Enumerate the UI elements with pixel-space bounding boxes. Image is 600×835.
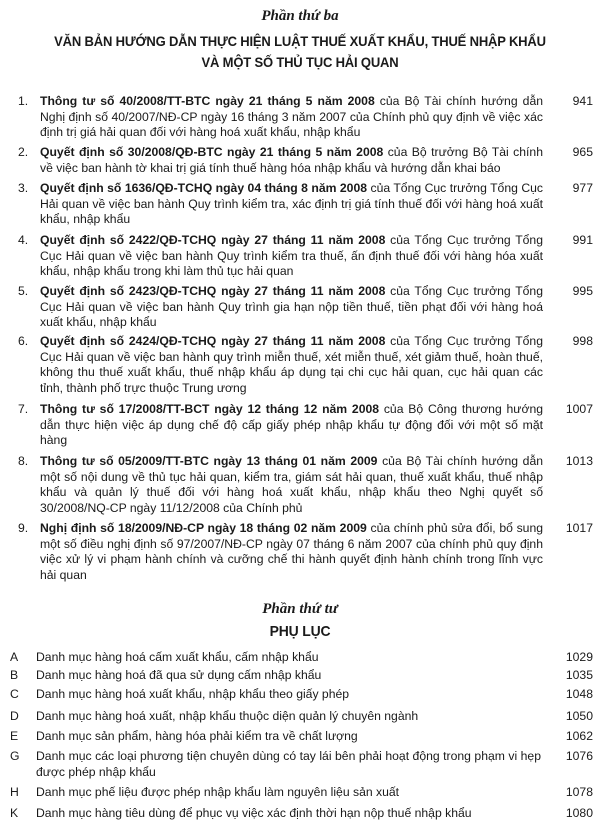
appendix-letter: K [10, 806, 19, 820]
entry-page: 991 [572, 233, 593, 247]
entry-description: của Bộ Tài chính hướng dẫn Nghị định số 40/2007/NĐ-CP ngày 16 tháng 3 năm 2007 của Chính phủ quy định về việc xác định trị giá hải quan đối với hàng hoá xuất khẩu, nhập khẩu [40, 94, 543, 140]
appendix-text: Danh mục các loại phương tiện chuyên dùng có tay lái bên phải hoạt động trong phạm vi hẹp được phép nhập khẩu [36, 749, 541, 779]
entry-title: Quyết định số 2422/QĐ-TCHQ ngày 27 tháng 11 năm 2008 [40, 233, 386, 247]
appendix-page: 1048 [565, 687, 593, 701]
appendix-page: 1029 [565, 650, 593, 664]
toc-entry-5 [10, 284, 595, 331]
entry-number: 8. [18, 454, 29, 468]
appendix-letter: A [10, 650, 19, 664]
appendix-entry-b [10, 668, 595, 684]
toc-entry-4 [10, 233, 595, 280]
entry-page: 1017 [565, 521, 593, 535]
appendix-text: Danh mục hàng hoá đã qua sử dụng cấm nhập khẩu [36, 668, 322, 682]
entry-page: 941 [572, 94, 593, 108]
entry-description: của Tổng Cục trưởng Tổng Cục Hải quan về việc ban hành Quy trình kiểm tra thuế, ấn định thuế đối với hàng hóa xuất khẩu, nhập khẩu trong khi làm thủ tục hải quan [40, 233, 543, 279]
appendix-entry-g [10, 749, 595, 780]
appendix-entry-k [10, 806, 595, 822]
toc-entry-9 [10, 521, 595, 583]
toc-entry-3 [10, 181, 595, 228]
entry-title: Thông tư số 40/2008/TT-BTC ngày 21 tháng 5 năm 2008 [40, 94, 375, 108]
entry-text [40, 521, 543, 583]
appendix-text: Danh mục sản phẩm, hàng hóa phải kiểm tra về chất lượng [36, 729, 358, 743]
entry-description: của Bộ Tài chính hướng dẫn một số nội dung về thủ tục hải quan, kiểm tra, giám sát hải quan, thuế xuất khẩu, thuế nhập khẩu và quản lý thuế đối với hàng hoá xuất khẩu, nhập khẩu theo Nghị quyết số 30/2008/NQ-CP ngày 11/12/2008 của Chính phủ [40, 454, 544, 515]
entry-text [40, 233, 543, 280]
entry-number: 7. [18, 402, 29, 416]
appendix-text: Danh mục hàng hoá cấm xuất khẩu, cấm nhập khẩu [36, 650, 319, 664]
entry-page: 965 [572, 145, 593, 159]
appendix-letter: C [10, 687, 19, 701]
part-three-title-line1: VĂN BẢN HƯỚNG DẪN THỰC HIỆN LUẬT THUẾ XUẤT KHẨU, THUẾ NHẬP KHẨU [54, 33, 546, 49]
entry-number: 5. [18, 284, 29, 298]
entry-text [40, 334, 543, 396]
entry-title: Quyết định số 2424/QĐ-TCHQ ngày 27 tháng 11 năm 2008 [40, 334, 386, 348]
entry-description: của Tổng Cục trưởng Tổng Cục Hải quan về việc ban hành Quy trình gia hạn nộp tiền thuế, tiền phạt đối với hàng hoá xuất khẩu, nhập khẩu [40, 284, 543, 330]
entry-number: 3. [18, 181, 29, 195]
part-four-label: Phần thứ tư [262, 601, 338, 617]
appendix-letter: E [10, 729, 19, 743]
appendix-entry-a [10, 650, 595, 666]
appendix-page: 1035 [565, 668, 593, 682]
appendix-entry-c [10, 687, 595, 703]
entry-text [40, 181, 543, 228]
entry-number: 1. [18, 94, 29, 108]
appendix-page: 1078 [565, 785, 593, 799]
part-three-title-line2: VÀ MỘT SỐ THỦ TỤC HẢI QUAN [201, 54, 399, 70]
toc-entry-8 [10, 454, 595, 516]
appendix-page: 1050 [565, 709, 593, 723]
entry-text [40, 454, 543, 516]
appendix-text: Danh mục phế liệu được phép nhập khẩu làm nguyên liệu sản xuất [36, 785, 400, 799]
entry-page: 995 [572, 284, 593, 298]
appendix-letter: B [10, 668, 19, 682]
appendix-entry-e [10, 729, 595, 745]
entry-number: 2. [18, 145, 29, 159]
entry-text [40, 402, 543, 449]
appendix-entry-d [10, 709, 595, 725]
toc-entry-7 [10, 402, 595, 449]
appendix-page: 1062 [565, 729, 593, 743]
appendix-letter: D [10, 709, 19, 723]
appendix-letter: G [10, 749, 20, 763]
entry-title: Quyết định số 2423/QĐ-TCHQ ngày 27 tháng 11 năm 2008 [40, 284, 386, 298]
entry-description: của chính phủ sửa đổi, bổ sung một số điều nghị định số 97/2007/NĐ-CP ngày 07 tháng 6 năm 2007 của chính phủ quy định việc xử lý vi phạm hành chính và cưỡng chế thi hành quyết định hành chính trong lĩnh vực hải quan [40, 521, 543, 582]
entry-description: của Bộ trưởng Bộ Tài chính về việc ban hành tờ khai trị giá tính thuế hàng hóa nhập khẩu và hướng dẫn khai báo [40, 145, 543, 175]
entry-title: Nghị định số 18/2009/NĐ-CP ngày 18 tháng 02 năm 2009 [40, 521, 367, 535]
appendix-page: 1076 [565, 749, 593, 763]
entry-page: 1007 [565, 402, 593, 416]
part-four-title: PHỤ LỤC [269, 623, 331, 640]
entry-text [40, 145, 543, 176]
entry-title: Quyết định số 1636/QĐ-TCHQ ngày 04 tháng 8 năm 2008 [40, 181, 368, 195]
appendix-text: Danh mục hàng tiêu dùng để phục vụ việc xác định thời hạn nộp thuế nhập khẩu [36, 806, 472, 820]
appendix-letter: H [10, 785, 19, 799]
toc-entry-6 [10, 334, 595, 396]
appendix-text: Danh mục hàng hoá xuất, nhập khẩu thuộc diện quản lý chuyên ngành [36, 709, 419, 723]
entry-page: 998 [572, 334, 593, 348]
entry-description: của Tổng Cục trưởng Tổng Cục Hải quan về việc ban hành Quy trình kiểm tra, xác định trị giá tính thuế đối với hàng hoá xuất khẩu, nhập khẩu [40, 181, 543, 227]
entry-description: của Tổng Cục trưởng Tổng Cục Hải quan về việc ban hành quy trình miễn thuế, xét miễn thuế, xét giảm thuế, hoàn thuế, không thu thuế xuất khẩu, thuế nhập khẩu áp dụng tại chi cục hải quan, cục hải quan các tỉnh, thành phố trực thuộc Trung ương [40, 334, 543, 395]
entry-number: 9. [18, 521, 29, 535]
entry-description: của Bộ Công thương hướng dẫn thực hiện việc áp dụng chế độ cấp giấy phép nhập khẩu tự động đối với một số mặt hàng [40, 402, 544, 448]
entry-number: 6. [18, 334, 29, 348]
entry-text [40, 284, 543, 331]
toc-entry-2 [10, 145, 595, 176]
appendix-entry-h [10, 785, 595, 801]
entry-number: 4. [18, 233, 29, 247]
entry-title: Thông tư số 05/2009/TT-BTC ngày 13 tháng 01 năm 2009 [40, 454, 378, 468]
appendix-page: 1080 [565, 806, 593, 820]
part-three-label: Phần thứ ba [261, 8, 339, 24]
entry-page: 1013 [565, 454, 593, 468]
appendix-text: Danh mục hàng hoá xuất khẩu, nhập khẩu theo giấy phép [36, 687, 350, 701]
toc-entry-1 [10, 94, 595, 141]
entry-text [40, 94, 543, 141]
entry-title: Thông tư số 17/2008/TT-BCT ngày 12 tháng 12 năm 2008 [40, 402, 380, 416]
entry-page: 977 [572, 181, 593, 195]
entry-title: Quyết định số 30/2008/QĐ-BTC ngày 21 tháng 5 năm 2008 [40, 145, 384, 159]
